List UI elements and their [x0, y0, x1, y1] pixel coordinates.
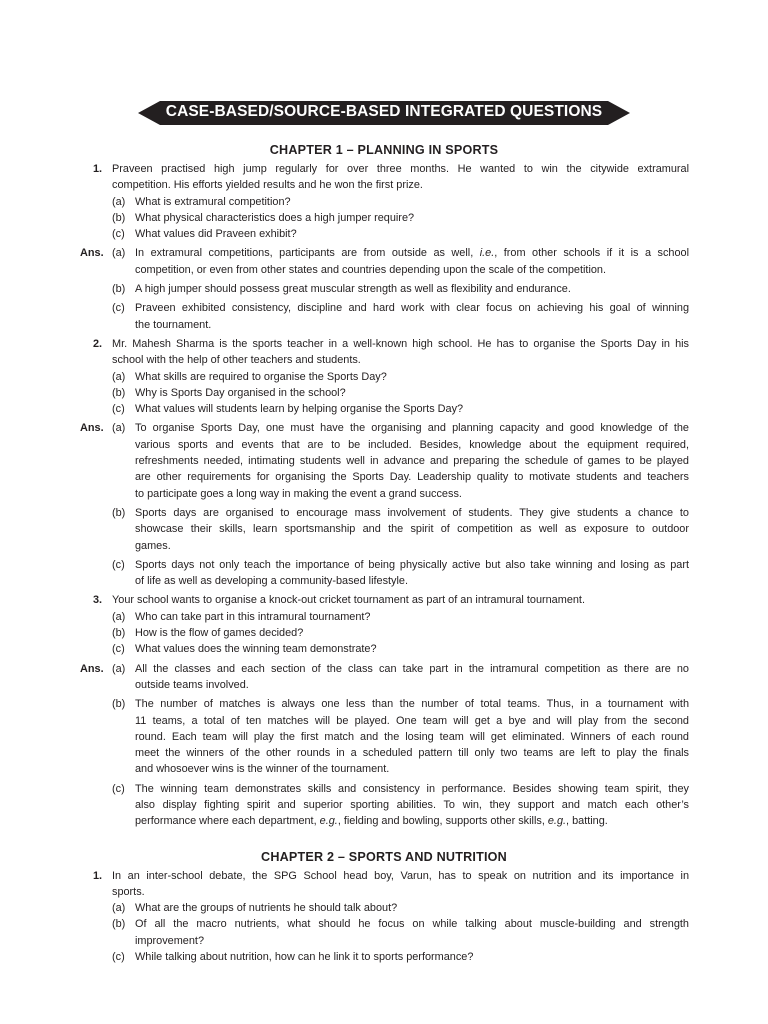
sub-question-line	[0, 194, 768, 210]
answer-line	[0, 713, 768, 729]
answer-text: competition, or even from other states and countries depending upon the scale of the competition.	[135, 263, 607, 276]
answer-line	[0, 677, 768, 693]
part-label: (a)	[112, 610, 126, 623]
part-text: What physical characteristics does a high jumper require?	[135, 211, 415, 224]
answer-line	[0, 317, 768, 333]
sub-question-line	[0, 401, 768, 417]
question-line	[0, 336, 768, 352]
part-label: (a)	[112, 195, 126, 208]
answer-text: refreshments needed, intimating students well in advance and preparing the schedule of games to be played	[135, 455, 689, 468]
sub-question-line	[0, 210, 768, 226]
answer-line	[0, 557, 768, 573]
sub-question-line	[0, 609, 768, 625]
section-banner	[0, 97, 768, 129]
answer-text: also display fighting spirit and superior sporting abilities. To win, they support and match each other’s	[135, 798, 689, 811]
answer-line	[0, 745, 768, 761]
part-text: Why is Sports Day organised in the school?	[135, 386, 346, 399]
answer-label: Ans.	[80, 247, 104, 260]
answer-part-label: (c)	[112, 782, 125, 795]
question-text: Your school wants to organise a knock-out cricket tournament as part of an intramural tournament.	[112, 594, 585, 607]
answer-part-label: (a)	[112, 422, 126, 435]
answer-text: to participate goes a long way in making the event a grand success.	[135, 487, 462, 500]
answer-line	[0, 505, 768, 521]
answer-text: A high jumper should possess great muscular strength as well as flexibility and endurance.	[135, 283, 571, 296]
question-line	[0, 592, 768, 608]
question-line	[0, 177, 768, 193]
question-line	[0, 868, 768, 884]
part-text: improvement?	[135, 934, 205, 947]
part-text: Of all the macro nutrients, what should he focus on while talking about muscle-building and strength	[135, 918, 689, 931]
part-label: (b)	[112, 627, 126, 640]
answer-line	[0, 696, 768, 712]
answer-text: The winning team demonstrates skills and consistency in performance. Besides showing team spirit, they	[135, 782, 689, 795]
sub-question-line	[0, 625, 768, 641]
sub-question-line	[0, 916, 768, 932]
question-number: 1.	[93, 869, 103, 882]
answer-line	[0, 521, 768, 537]
part-text: How is the flow of games decided?	[135, 627, 304, 640]
part-label: (b)	[112, 211, 126, 224]
question-text: Mr. Mahesh Sharma is the sports teacher in a well-known high school. He has to organise the Sports Day in his	[112, 337, 689, 350]
part-label: (c)	[112, 951, 125, 964]
question-text: school with the help of other teachers and students.	[112, 354, 361, 367]
answer-text: outside teams involved.	[135, 678, 249, 691]
question-text: competition. His efforts yielded results and he won the first prize.	[112, 179, 423, 192]
answer-line	[0, 420, 768, 436]
sub-question-line	[0, 949, 768, 965]
part-text: What values did Praveen exhibit?	[135, 228, 297, 241]
answer-line	[0, 437, 768, 453]
answer-line	[0, 729, 768, 745]
part-text: Who can take part in this intramural tournament?	[135, 610, 371, 623]
part-label: (a)	[112, 370, 126, 383]
answer-text: meet the winners of the other rounds in a scheduled pattern till only two teams are left to play the finals	[135, 747, 689, 760]
answer-line	[0, 573, 768, 589]
answer-label: Ans.	[80, 422, 104, 435]
answer-line	[0, 262, 768, 278]
question-text: sports.	[112, 885, 145, 898]
answer-part-label: (a)	[112, 662, 126, 675]
answer-text: Sports days not only teach the importance of being physically active but also take winning and losing as part	[135, 558, 689, 571]
sub-question-line	[0, 226, 768, 242]
sub-question-line	[0, 369, 768, 385]
answer-text: the tournament.	[135, 318, 212, 331]
answer-line	[0, 245, 768, 261]
answer-part-label: (a)	[112, 247, 126, 260]
answer-text: showcase their skills, learn sportsmanship and the spirit of competition as well as exposure to outdoor	[135, 523, 689, 536]
part-label: (c)	[112, 403, 125, 416]
answer-text: Praveen exhibited consistency, discipline and hard work with clear focus on achieving his goal of winning	[135, 302, 689, 315]
answer-text: games.	[135, 539, 171, 552]
answer-line	[0, 281, 768, 297]
answer-line	[0, 486, 768, 502]
document-content: CHAPTER 1 – PLANNING IN SPORTS 1. Praveen practised high jump regularly for over three months. He wanted to win the citywide extramural competition. His efforts yielded results and he won the first prize. (a) What is extramural competition? (b) What physical characteristics does a high jumper require? (c) What values did Praveen exhibit? Ans. (a) In extramural competitions, participants are from outside as well, i.e., from other schools if it is a school competition, or even from other states and countries depending upon the scale of the competition. (b) A high jumper should possess great muscular strength as well as flexibility and endurance. (c) Praveen exhibited consistency, discipline and hard work with clear focus on achieving his goal of winning the tournament. 2. Mr. Mahesh Sharma is the sports teacher in a well-known high school. He has to organise the Sports Day in his school with the help of other teachers and students. (a) What skills are required to organise the Sports Day? (b) Why is Sports Day organised in the school? (c) What values will students learn by helping organise the Sports Day? Ans. (a) To organise Sports Day, one must have the organising and planning capacity and good knowledge of the various sports and events that are to be included. Besides, knowledge about the equipment required, refreshments needed, intimating students well in advance and preparing the schedule of games to be played are other requirements for organising the Sports Day. Leadership quality to motivate students and teachers to participate goes a long way in making the event a grand success. (b) Sports days are organised to encourage mass involvement of students. They give students a chance to showcase their skills, learn sportsmanship and the spirit of competition as well as exposure to outdoor games. (c) Sports days not only teach the importance of being physically active but also take winning and losing as part of life as well as developing a community-based lifestyle. 3. Your school wants to organise a knock-out cricket tournament as part of an intramural tournament. (a) Who can take part in this intramural tournament? (b) How is the flow of games decided? (c) What values does the winning team demonstrate? Ans. (a) All the classes and each section of the class can take part in the intramural competition as there are no outside teams involved. (b) The number of matches is always one less than the number of total teams. Thus, in a tournament with 11 teams, a total of ten matches will be played. One team will get a bye and will play from the second round. Each team will play the first match and the losing team will get eliminated. Winners of each round meet the winners of the other rounds in a scheduled pattern till only two teams are left to play the finals and whosoever wins is the winner of the tournament. (c) The winning team demonstrates skills and consistency in performance. Besides showing team spirit, they also display fighting spirit and superior sporting abilities. To win, they support and match each other’s performance where each department, e.g., fielding and bowling, supports other skills, e.g., batting. CHAPTER 2 – SPORTS AND NUTRITION 1. In an inter-school debate, the SPG School head boy, Varun, has to speak on nutrition and its importance in sports. (a) What are the groups of nutrients he should talk about? (b) Of all the macro nutrients, what should he focus on while talking about muscle-building and strength improvement? (c) While talking about nutrition, how can he link it to sports performance?	[0, 161, 768, 965]
answer-line	[0, 797, 768, 813]
answer-line	[0, 781, 768, 797]
question-line	[0, 884, 768, 900]
part-label: (c)	[112, 228, 125, 241]
answer-text: are other requirements for organising the Sports Day. Leadership quality to motivate students and teachers	[135, 471, 689, 484]
question-text: Praveen practised high jump regularly for over three months. He wanted to win the citywide extramural	[112, 163, 689, 175]
part-label: (b)	[112, 918, 126, 931]
part-text: What values will students learn by helping organise the Sports Day?	[135, 403, 464, 416]
question-number: 3.	[93, 594, 103, 607]
answer-line	[0, 469, 768, 485]
answer-line	[0, 453, 768, 469]
part-label: (b)	[112, 386, 126, 399]
answer-text: 11 teams, a total of ten matches will be played. One team will get a bye and will play from the second	[135, 714, 689, 727]
answer-part-label: (b)	[112, 506, 126, 519]
sub-question-line	[0, 900, 768, 916]
part-text: What skills are required to organise the Sports Day?	[135, 370, 387, 383]
answer-line	[0, 300, 768, 316]
answer-text: and whosoever wins is the winner of the tournament.	[135, 763, 390, 776]
banner-title: CASE-BASED/SOURCE-BASED INTEGRATED QUESTIONS	[165, 103, 603, 120]
question-text: In an inter-school debate, the SPG School head boy, Varun, has to speak on nutrition and its importance in	[112, 869, 689, 882]
question-line	[0, 161, 768, 177]
answer-part-label: (c)	[112, 302, 125, 315]
part-text: What values does the winning team demonstrate?	[135, 643, 377, 656]
part-text: What are the groups of nutrients he should talk about?	[135, 902, 398, 915]
answer-part-label: (c)	[112, 558, 125, 571]
answer-line	[0, 661, 768, 677]
answer-text: All the classes and each section of the class can take part in the intramural competition as there are no	[135, 662, 689, 675]
question-line	[0, 352, 768, 368]
sub-question-line	[0, 385, 768, 401]
sub-question-line	[0, 933, 768, 949]
sub-question-line	[0, 641, 768, 657]
part-text: What is extramural competition?	[135, 195, 291, 208]
answer-text: The number of matches is always one less than the number of total teams. Thus, in a tournament with	[135, 698, 689, 711]
answer-text: To organise Sports Day, one must have the organising and planning capacity and good knowledge of the	[135, 422, 689, 435]
part-text: While talking about nutrition, how can he link it to sports performance?	[135, 951, 474, 964]
answer-text: of life as well as developing a community-based lifestyle.	[135, 575, 409, 588]
answer-label: Ans.	[80, 662, 104, 675]
answer-line	[0, 538, 768, 554]
answer-part-label: (b)	[112, 283, 126, 296]
answer-text: Sports days are organised to encourage mass involvement of students. They give students a chance to	[135, 506, 689, 519]
answer-part-label: (b)	[112, 698, 126, 711]
answer-text: In extramural competitions, participants are from outside as well, i.e., from other schools if it is a school	[135, 247, 689, 260]
answer-text: performance where each department, e.g., fielding and bowling, supports other skills, e.g., batting.	[135, 815, 608, 828]
question-number: 2.	[93, 337, 103, 350]
answer-line	[0, 761, 768, 777]
answer-text: various sports and events that are to be included. Besides, knowledge about the equipment required,	[135, 438, 689, 451]
question-number: 1.	[93, 163, 103, 175]
answer-line	[0, 813, 768, 829]
answer-text: round. Each team will play the first match and the losing team will get eliminated. Winners of each round	[135, 730, 689, 743]
part-label: (a)	[112, 902, 126, 915]
part-label: (c)	[112, 643, 125, 656]
